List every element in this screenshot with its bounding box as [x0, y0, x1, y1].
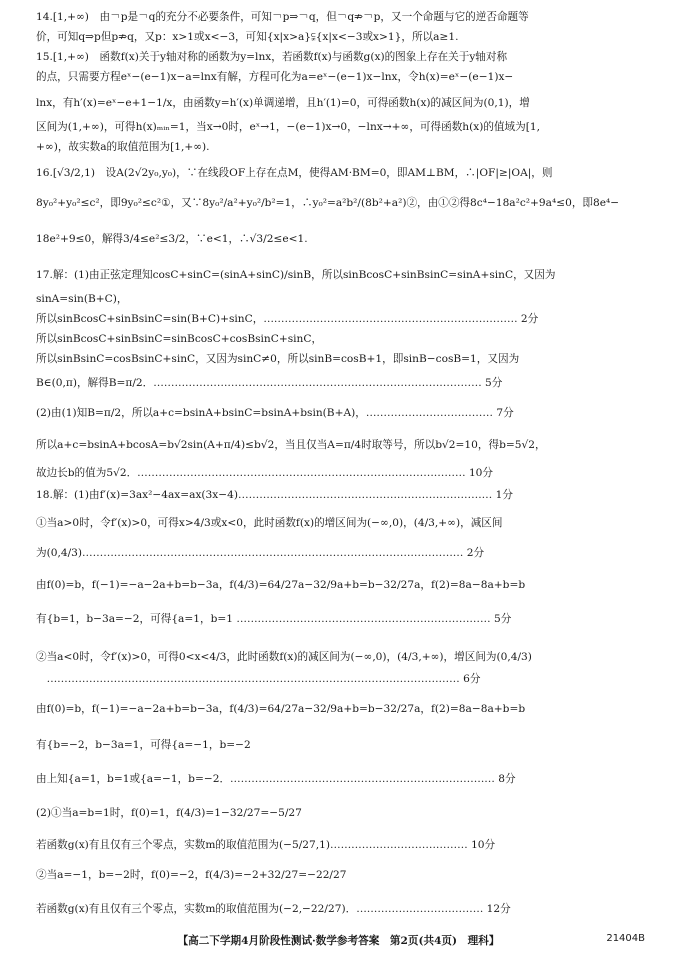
footer-title: 【高二下学期4月阶段性测试·数学参考答案 第2页(共4页) 理科】: [177, 935, 500, 947]
text-line: ②当a<0时，令f′(x)>0，可得0<x<4/3，此时函数f(x)的减区间为(−∞,0)，(4/3,+∞)，增区间为(0,4/3): [36, 651, 532, 663]
text-line: 由f(0)=b，f(−1)=−a−2a+b=b−3a，f(4/3)=64/27a−32/9a+b=b−32/27a，f(2)=8a−8a+b=b: [36, 703, 526, 715]
text-line: 所以sinBcosC+sinBsinC=sinBcosC+cosBsinC+sinC，: [36, 333, 323, 345]
text-line: (2)①当a=b=1时，f(0)=1，f(4/3)=1−32/27=−5/27: [36, 807, 302, 819]
footer-code: 21404B: [606, 933, 645, 944]
text-line: 故边长b的值为5√2．………………………………………………………………………………… 10分: [36, 467, 494, 479]
text-line: 由上知{a=1，b=1或{a=−1，b=−2．………………………………………………………………… 8分: [36, 773, 516, 785]
text-line: B∈(0,π)，解得B=π/2．………………………………………………………………………………… 5分: [36, 377, 503, 389]
page-footer: [0, 933, 677, 949]
text-line: 所以sinBcosC+sinBsinC=sin(B+C)+sinC，……………………………………………………………… 2分: [36, 313, 539, 325]
text-line: 14.[1,+∞) 由￢p是￢q的充分不必要条件，可知￢p⇒￢q，但￢q⇏￢p，又一个命题与它的逆否命题等: [36, 11, 529, 23]
text-line: sinA=sin(B+C)，: [36, 293, 128, 305]
text-line: 所以sinBsinC=cosBsinC+sinC，又因为sinC≠0，所以sinB=cosB+1，即sinB−cosB=1，又因为: [36, 353, 520, 365]
text-line: 若函数g(x)有且仅有三个零点，实数m的取值范围为(−2,−22/27)．……………………………… 12分: [36, 903, 511, 915]
text-line: 价，可知q⇒p但p⇏q，又p：x>1或x<−3，可知{x|x>a}⫋{x|x<−3或x>1}，所以a≥1.: [36, 31, 459, 43]
text-line: 有{b=−2，b−3a=1，可得{a=−1，b=−2: [36, 739, 251, 751]
text-line: lnx，有h′(x)=eˣ−e+1−1/x，由函数y=h′(x)单调递增，且h′(1)=0，可得函数h(x)的减区间为(0,1)，增: [36, 97, 530, 109]
text-line: 18.解：(1)由f′(x)=3ax²−4ax=ax(3x−4)……………………………………………………………… 1分: [36, 489, 513, 501]
text-line: 所以a+c=bsinA+bcosA=b√2sin(A+π/4)≤b√2，当且仅当A=π/4时取等号，所以b√2=10，得b=5√2，: [36, 439, 546, 451]
text-line: 的点，只需要方程eˣ−(e−1)x−a=lnx有解，方程可化为a=eˣ−(e−1)x−lnx，令h(x)=eˣ−(e−1)x−: [36, 71, 514, 83]
text-line: 由f(0)=b，f(−1)=−a−2a+b=b−3a，f(4/3)=64/27a−32/9a+b=b−32/27a，f(2)=8a−8a+b=b: [36, 579, 526, 591]
text-line: ……………………………………………………………………………………………………… 6分: [36, 673, 481, 685]
text-line: +∞)，故实数a的取值范围为[1,+∞).: [36, 141, 210, 153]
text-line: 16.[√3/2,1) 设A(2√2y₀,y₀)，∵在线段OF上存在点M，使得AM·BM=0，即AM⊥BM，∴|OF|≥|OA|，则: [36, 167, 553, 179]
text-line: 15.[1,+∞) 函数f(x)关于y轴对称的函数为y=lnx，若函数f(x)与函数g(x)的图象上存在关于y轴对称: [36, 51, 508, 63]
text-line: 为(0,4/3)……………………………………………………………………………………………… 2分: [36, 547, 485, 559]
text-line: 18e²+9≤0，解得3/4≤e²≤3/2，∵e<1，∴√3/2≤e<1.: [36, 233, 308, 245]
text-line: ①当a>0时，令f′(x)>0，可得x>4/3或x<0，此时函数f(x)的增区间为(−∞,0)，(4/3,+∞)，减区间: [36, 517, 503, 529]
text-line: 有{b=1，b−3a=−2，可得{a=1，b=1 ……………………………………………………………… 5分: [36, 613, 512, 625]
text-line: 8y₀²+y₀²≤c²，即9y₀²≤c²①，又∵8y₀²/a²+y₀²/b²=1，∴y₀²=a²b²/(8b²+a²)②，由①②得8c⁴−18a²c²+9a⁴≤0，即8e⁴−: [36, 197, 620, 209]
text-line: 17.解：(1)由正弦定理知cosC+sinC=(sinA+sinC)/sinB，所以sinBcosC+sinBsinC=sinA+sinC，又因为: [36, 269, 556, 281]
text-line: 若函数g(x)有且仅有三个零点，实数m的取值范围为(−5/27,1)………………………………… 10分: [36, 839, 496, 851]
text-line: 区间为(1,+∞)，可得h(x)ₘᵢₙ=1，当x→0时，eˣ→1，−(e−1)x→0，−lnx→+∞，可得函数h(x)的值域为[1,: [36, 121, 540, 133]
text-line: (2)由(1)知B=π/2，所以a+c=bsinA+bsinC=bsinA+bsin(B+A)，……………………………… 7分: [36, 407, 514, 419]
text-line: ②当a=−1，b=−2时，f(0)=−2，f(4/3)=−2+32/27=−22/27: [36, 869, 347, 881]
